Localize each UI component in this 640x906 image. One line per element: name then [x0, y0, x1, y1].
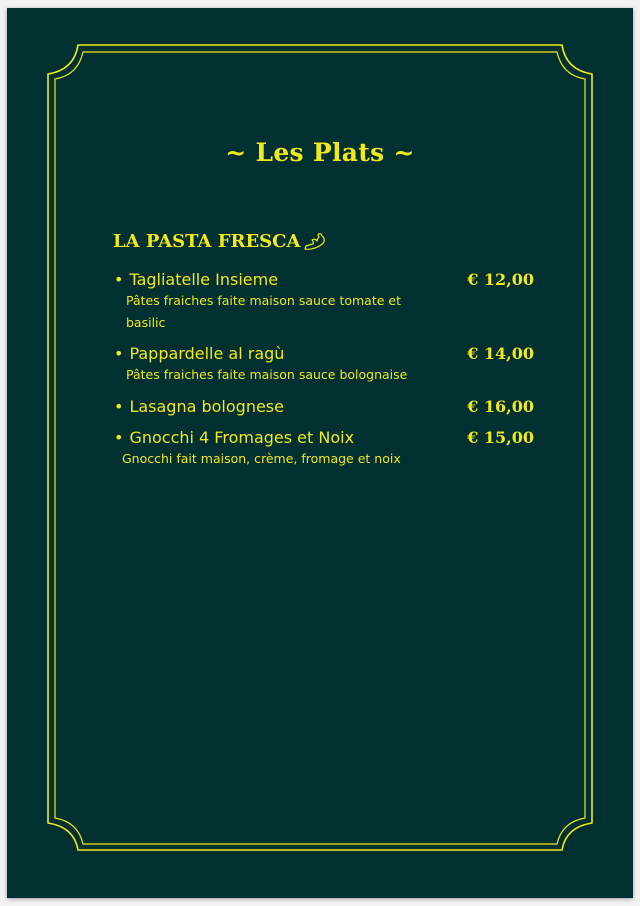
item-price: € 12,00	[467, 270, 534, 289]
menu-item	[114, 397, 534, 416]
menu-title: ~ Les Plats ~	[225, 138, 415, 167]
item-description: Gnocchi fait maison, crème, fromage et noix	[122, 451, 401, 466]
menu-page	[7, 8, 633, 898]
menu-item	[114, 428, 534, 470]
section-heading	[113, 231, 327, 252]
item-price: € 15,00	[467, 428, 534, 447]
item-name: • Lasagna bolognese	[114, 397, 284, 416]
item-description: Pâtes fraiches faite maison sauce bolognaise	[126, 367, 408, 382]
item-name: • Gnocchi 4 Fromages et Noix	[114, 428, 355, 447]
item-description: Pâtes fraiches faite maison sauce tomate et basilic	[126, 293, 401, 330]
item-name: • Pappardelle al ragù	[114, 344, 285, 363]
item-price: € 16,00	[467, 397, 534, 416]
section-title: LA PASTA FRESCA	[113, 231, 301, 252]
item-name: • Tagliatelle Insieme	[114, 270, 279, 289]
flexed-arm-icon	[303, 232, 327, 252]
menu-item	[114, 270, 534, 334]
item-price: € 14,00	[467, 344, 534, 363]
menu-item	[114, 344, 534, 386]
